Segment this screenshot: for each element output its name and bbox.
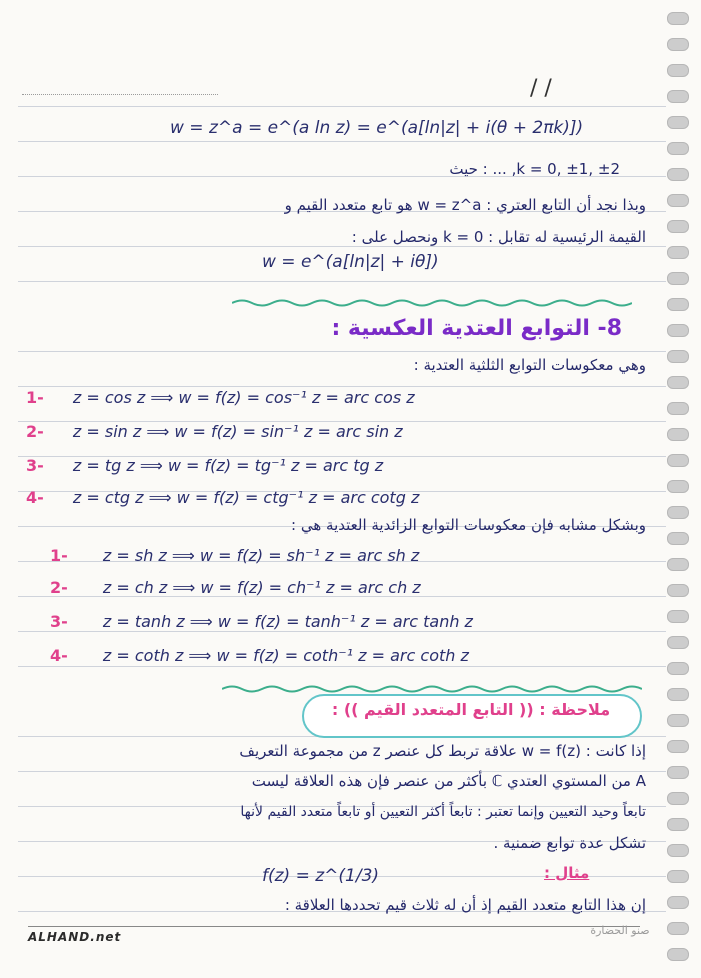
spiral-ring: [667, 142, 689, 155]
spiral-ring: [667, 740, 689, 753]
spiral-ring: [667, 870, 689, 883]
hyperbolic-item: [50, 546, 670, 565]
ruled-line: [18, 666, 666, 667]
ruled-line: [18, 141, 666, 142]
footer-divider: [28, 926, 640, 927]
spiral-ring: [667, 584, 689, 597]
trig-item: [26, 388, 646, 407]
formula-principal: w = e^(a[ln|z| + iθ]): [262, 252, 439, 272]
formula-power: w = z^a = e^(a ln z) = e^(a[ln|z| + i(θ + 2πk)]): [170, 118, 584, 138]
trig-expression: z = ctg z ⟹ w = f(z) = ctg⁻¹ z = arc cotg z: [72, 488, 420, 507]
ruled-line: [18, 106, 666, 107]
spiral-ring: [667, 402, 689, 415]
example-formula: f(z) = z^(1/3): [262, 866, 380, 886]
section-title: 8- التوابع العتدية العكسية :: [331, 316, 622, 341]
spiral-ring: [667, 662, 689, 675]
hyperbolic-expression: z = tanh z ⟹ w = f(z) = tanh⁻¹ z = arc tanh z: [102, 612, 473, 631]
trig-item: [26, 422, 646, 441]
wave-divider: [232, 298, 632, 308]
trig-number: 4-: [26, 488, 44, 507]
ruled-line: [18, 281, 666, 282]
hyperbolic-number: 2-: [50, 578, 68, 597]
spiral-ring: [667, 792, 689, 805]
paragraph-multivalued: وبذا نجد أن التابع العتري : w = z^a هو تابع متعدد القيم و: [284, 196, 646, 214]
spiral-ring: [667, 480, 689, 493]
spiral-ring: [667, 948, 689, 961]
spiral-ring: [667, 558, 689, 571]
spiral-ring: [667, 350, 689, 363]
spiral-ring: [667, 246, 689, 259]
spiral-ring: [667, 38, 689, 51]
spiral-ring: [667, 64, 689, 77]
hyperbolic-intro: وبشكل مشابه فإن معكوسات التوابع الزائدية العتدية هي :: [291, 516, 646, 534]
spiral-ring: [667, 324, 689, 337]
hyperbolic-expression: z = sh z ⟹ w = f(z) = sh⁻¹ z = arc sh z: [102, 546, 420, 565]
spiral-ring: [667, 506, 689, 519]
note-title: ملاحظة : (( التابع المتعدد القيم )) :: [331, 700, 611, 719]
note-line: إذا كانت : w = f(z) علاقة تربط كل عنصر z من مجموعة التعريف: [239, 742, 646, 760]
spiral-ring: [667, 688, 689, 701]
ruled-line: [18, 631, 666, 632]
note-line: تابعاً وحيد التعيين وإنما تعتبر : تابعاً أكثر التعيين أو تابعاً متعدد القيم لأنها: [240, 804, 646, 820]
wave-divider: [222, 684, 642, 694]
paragraph-principal: القيمة الرئيسية له تقابل : k = 0 ونحصل على :: [351, 228, 646, 246]
hyperbolic-expression: z = coth z ⟹ w = f(z) = coth⁻¹ z = arc coth z: [102, 646, 469, 665]
spiral-ring: [667, 272, 689, 285]
spiral-ring: [667, 428, 689, 441]
trig-expression: z = sin z ⟹ w = f(z) = sin⁻¹ z = arc sin z: [72, 422, 403, 441]
trig-number: 3-: [26, 456, 44, 475]
hyperbolic-item: [50, 578, 670, 597]
spiral-ring: [667, 896, 689, 909]
example-label: مثال :: [544, 864, 590, 882]
spiral-ring: [667, 454, 689, 467]
spiral-ring: [667, 376, 689, 389]
spiral-ring: [667, 922, 689, 935]
spiral-ring: [667, 168, 689, 181]
hyperbolic-expression: z = ch z ⟹ w = f(z) = ch⁻¹ z = arc ch z: [102, 578, 421, 597]
note-line: A من المستوي العتدي ℂ بأكثر من عنصر فإن هذه العلاقة ليست: [251, 772, 646, 790]
hyperbolic-item: [50, 612, 670, 631]
spiral-ring: [667, 714, 689, 727]
date-dotted-line: [22, 94, 218, 95]
spiral-ring: [667, 298, 689, 311]
footer-logo: ALHAND.net: [28, 930, 122, 944]
spiral-ring: [667, 818, 689, 831]
trig-expression: z = cos z ⟹ w = f(z) = cos⁻¹ z = arc cos z: [72, 388, 415, 407]
trig-item: [26, 456, 646, 475]
trig-expression: z = tg z ⟹ w = f(z) = tg⁻¹ z = arc tg z: [72, 456, 384, 475]
spiral-ring: [667, 90, 689, 103]
spiral-ring: [667, 12, 689, 25]
example-text: إن هذا التابع متعدد القيم إذ أن له ثلاث قيم تحددها العلاقة :: [284, 896, 646, 914]
trig-number: 2-: [26, 422, 44, 441]
hyperbolic-number: 3-: [50, 612, 68, 631]
ruled-line: [18, 351, 666, 352]
trig-number: 1-: [26, 388, 44, 407]
spiral-ring: [667, 636, 689, 649]
hyperbolic-item: [50, 646, 670, 665]
spiral-ring: [667, 844, 689, 857]
spiral-ring: [667, 766, 689, 779]
spiral-ring: [667, 610, 689, 623]
spiral-ring: [667, 220, 689, 233]
footer-watermark: صنو الحضارة: [590, 924, 650, 937]
spiral-ring: [667, 532, 689, 545]
trig-item: [26, 488, 646, 507]
hyperbolic-number: 4-: [50, 646, 68, 665]
date-slashes: / /: [530, 76, 552, 101]
spiral-ring: [667, 194, 689, 207]
section-intro: وهي معكوسات التوابع الثلثية العتدية :: [413, 356, 646, 374]
spiral-ring: [667, 116, 689, 129]
ruled-line: [18, 246, 666, 247]
ruled-line: [18, 386, 666, 387]
spiral-binding: [667, 0, 693, 978]
hyperbolic-number: 1-: [50, 546, 68, 565]
note-line: تشكل عدة توابع ضمنية .: [493, 834, 646, 852]
k-values-line: k = 0, ±1, ±2, ... : حيث: [449, 160, 620, 178]
